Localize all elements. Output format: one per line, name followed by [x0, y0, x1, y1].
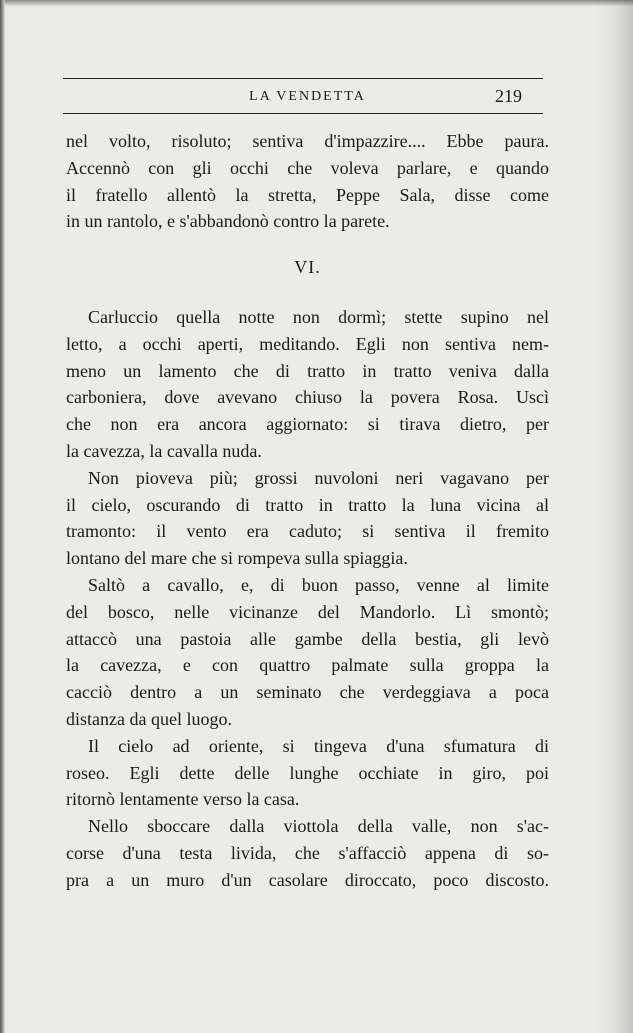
- text-line: ritornò lentamente verso la casa.: [66, 789, 300, 810]
- text-line: tramonto: il vento era caduto; si sentiva il fremito: [66, 521, 549, 542]
- text-line: pra a un muro d'un casolare diroccato, poco discosto.: [66, 869, 549, 890]
- page-body: [66, 128, 549, 894]
- text-line: il cielo, oscurando di tratto in tratto la luna vicina al: [66, 494, 549, 515]
- text-line: distanza da quel luogo.: [66, 708, 232, 729]
- text-line: il fratello allentò la stretta, Peppe Sala, disse come: [66, 184, 549, 205]
- section-heading: VI.: [294, 257, 321, 278]
- text-line: attaccò una pastoia alle gambe della bestia, gli levò: [66, 628, 549, 649]
- text-line: Nello sboccare dalla viottola della valle, non s'ac-: [88, 816, 549, 837]
- text-line: la cavezza, e con quattro palmate sulla groppa la: [66, 655, 549, 676]
- page-top-shadow: [0, 0, 633, 6]
- text-line: Il cielo ad oriente, si tingeva d'una sfumatura di: [88, 735, 549, 756]
- paragraph-1: [66, 128, 549, 235]
- header-rule-top: [63, 78, 543, 79]
- text-line: carboniera, dove avevano chiuso la povera Rosa. Uscì: [66, 387, 549, 408]
- page-binding-edge: [0, 0, 5, 1033]
- text-line: lontano del mare che si rompeva sulla spiaggia.: [66, 548, 408, 569]
- text-line: in un rantolo, e s'abbandonò contro la parete.: [66, 211, 390, 232]
- paragraph-4: [66, 572, 549, 733]
- text-line: meno un lamento che di tratto in tratto veniva dalla: [66, 360, 549, 381]
- text-line: nel volto, risoluto; sentiva d'impazzire.... Ebbe paura.: [66, 131, 549, 151]
- text-line: roseo. Egli dette delle lunghe occhiate in giro, poi: [66, 762, 549, 783]
- text-line: Accennò con gli occhi che voleva parlare, e quando: [66, 157, 549, 178]
- page-number: 219: [495, 86, 522, 106]
- text-line: che non era ancora aggiornato: si tirava dietro, per: [66, 414, 549, 435]
- paragraph-2: [66, 304, 549, 465]
- text-line: del bosco, nelle vicinanze del Mandorlo. Lì smontò;: [66, 601, 549, 622]
- paragraph-3: [66, 465, 549, 572]
- header-rule-bottom: [63, 113, 543, 114]
- text-line: letto, a occhi aperti, meditando. Egli non sentiva nem-: [66, 333, 549, 354]
- text-line: corse d'una testa livida, che s'affacciò appena di so-: [66, 842, 549, 863]
- text-line: Carluccio quella notte non dormì; stette supino nel: [88, 306, 549, 327]
- text-line: cacciò dentro a un seminato che verdeggiava a poca: [66, 682, 549, 703]
- running-title: LA VENDETTA: [249, 89, 366, 104]
- paragraph-6: [66, 813, 549, 893]
- paragraph-5: [66, 733, 549, 813]
- text-line: la cavezza, la cavalla nuda.: [66, 440, 262, 461]
- page-right-shadow: [593, 0, 633, 1033]
- text-line: Non pioveva più; grossi nuvoloni neri vagavano per: [88, 467, 549, 488]
- text-line: Saltò a cavallo, e, di buon passo, venne al limite: [88, 574, 549, 595]
